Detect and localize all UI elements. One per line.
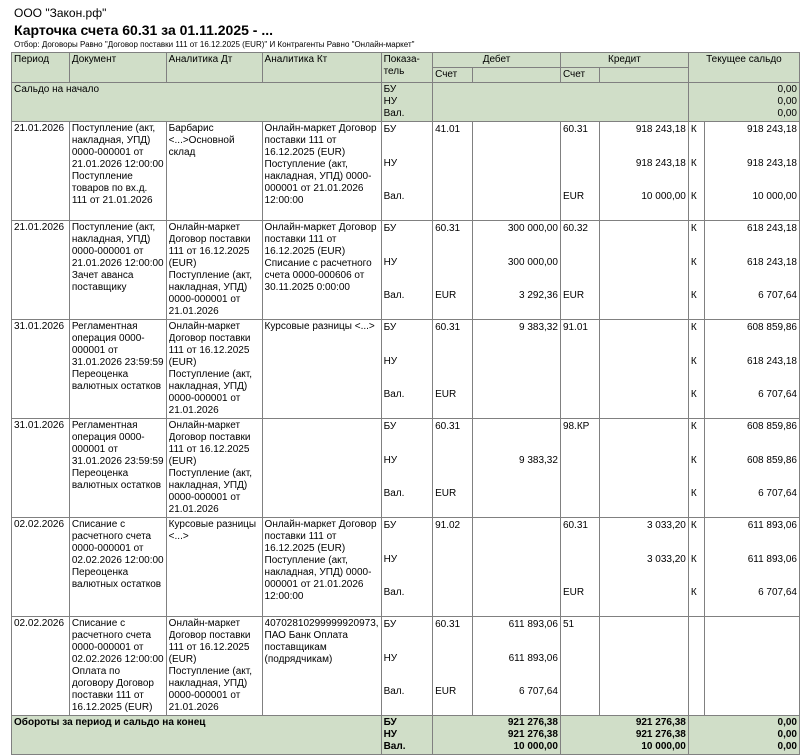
totals-row — [12, 716, 800, 755]
row-dt-sums — [472, 122, 560, 221]
header-indicator: Показа-тель — [381, 53, 433, 83]
row-analytics-kt: Онлайн-маркет Договор поставки 111 от 16.12.2025 (EUR) Поступление (акт, накладная, УПД) 0000-000001 от 21.01.2026 12:00:00 — [262, 518, 381, 617]
row-analytics-kt: Онлайн-маркет Договор поставки 111 от 16.12.2025 (EUR) Списание с расчетного счета 0000-000606 от 30.11.2025 0:00:00 — [262, 221, 381, 320]
opening-val-value: 0,00 — [777, 108, 797, 119]
row-indicators: БУ НУ Вал. — [381, 122, 433, 221]
table-row — [12, 221, 800, 320]
opening-indicators — [381, 83, 433, 122]
table-row — [12, 320, 800, 419]
row-period: 02.02.2026 — [12, 617, 70, 716]
row-analytics-kt: Курсовые разницы <...> — [262, 320, 381, 419]
row-dt-account: 60.31 EUR — [433, 221, 472, 320]
row-document: Списание с расчетного счета 0000-000001 от 02.02.2026 12:00:00 Переоценка валютных остатков — [69, 518, 166, 617]
filter-line: Отбор: Договоры Равно "Договор поставки 111 от 16.12.2025 (EUR)" И Контрагенты Равно "Онлайн-маркет" — [14, 40, 415, 49]
row-analytics-kt: Онлайн-маркет Договор поставки 111 от 16.12.2025 (EUR) Поступление (акт, накладная, УПД) 0000-000001 от 21.01.2026 12:00:00 — [262, 122, 381, 221]
row-analytics-dt: Онлайн-маркет Договор поставки 111 от 16.12.2025 (EUR) Поступление (акт, накладная, УПД) 0000-000001 от 21.01.2026 — [166, 320, 262, 419]
table-row — [12, 419, 800, 518]
header-credit: Кредит — [560, 53, 688, 68]
row-document: Поступление (акт, накладная, УПД) 0000-000001 от 21.01.2026 12:00:00 Зачет аванса поставщику — [69, 221, 166, 320]
row-kt-account: 60.31 EUR — [560, 518, 599, 617]
header-debit: Дебет — [433, 53, 561, 68]
totals-label: Обороты за период и сальдо на конец — [12, 716, 382, 755]
table-row — [12, 122, 800, 221]
row-analytics-kt: 40702810299999920973, ПАО Банк Оплата поставщикам (подрядчикам) — [262, 617, 381, 716]
row-period: 31.01.2026 — [12, 320, 70, 419]
row-kt-account: 60.32 EUR — [560, 221, 599, 320]
account-card-table — [11, 52, 800, 755]
header-debit-account: Счет — [433, 68, 472, 83]
row-analytics-dt: Онлайн-маркет Договор поставки 111 от 16.12.2025 (EUR) Поступление (акт, накладная, УПД) 0000-000001 от 21.01.2026 — [166, 221, 262, 320]
header-analytics-dt: Аналитика Дт — [166, 53, 262, 83]
table-row — [12, 617, 800, 716]
row-kt-sums — [600, 221, 688, 320]
organization-name: ООО "Закон.рф" — [14, 6, 107, 20]
row-dt-account: 60.31 EUR — [433, 617, 472, 716]
row-analytics-dt: Онлайн-маркет Договор поставки 111 от 16.12.2025 (EUR) Поступление (акт, накладная, УПД) 0000-000001 от 21.01.2026 — [166, 419, 262, 518]
header-debit-sum — [472, 68, 560, 83]
row-period: 21.01.2026 — [12, 122, 70, 221]
row-balance-values: 608 859,86 618 243,18 6 707,64 — [704, 320, 799, 419]
row-balance-values — [704, 617, 799, 716]
row-kt-sums: 3 033,20 3 033,20 — [600, 518, 688, 617]
row-balance-values: 608 859,86 608 859,86 6 707,64 — [704, 419, 799, 518]
row-document: Поступление (акт, накладная, УПД) 0000-000001 от 21.01.2026 12:00:00 Поступление товаров по вх.д. 111 от 21.01.2026 — [69, 122, 166, 221]
header-current-balance: Текущее сальдо — [688, 53, 799, 83]
row-balance-type: К К К — [688, 221, 704, 320]
table-row — [12, 518, 800, 617]
row-balance-type: К К К — [688, 419, 704, 518]
row-balance-values: 918 243,18 918 243,18 10 000,00 — [704, 122, 799, 221]
row-balance-type — [688, 617, 704, 716]
row-document: Регламентная операция 0000-000001 от 31.01.2026 23:59:59 Переоценка валютных остатков — [69, 419, 166, 518]
row-kt-sums — [600, 320, 688, 419]
row-analytics-kt — [262, 419, 381, 518]
row-dt-sums: 300 000,00 300 000,00 3 292,36 — [472, 221, 560, 320]
row-dt-account: 60.31 EUR — [433, 419, 472, 518]
report-title: Карточка счета 60.31 за 01.11.2025 - ... — [14, 22, 274, 38]
opening-balance-values — [688, 83, 799, 122]
row-dt-sums: 9 383,32 — [472, 320, 560, 419]
totals-indicators: БУ НУ Вал. — [381, 716, 433, 755]
row-dt-account: 91.02 — [433, 518, 472, 617]
row-indicators: БУ НУ Вал. — [381, 221, 433, 320]
header-analytics-kt: Аналитика Кт — [262, 53, 381, 83]
row-kt-sums — [600, 419, 688, 518]
row-period: 02.02.2026 — [12, 518, 70, 617]
row-kt-account: 51 — [560, 617, 599, 716]
row-dt-sums: 9 383,32 — [472, 419, 560, 518]
row-document: Списание с расчетного счета 0000-000001 от 02.02.2026 12:00:00 Оплата по договору Договор поставки 111 от 16.12.2025 (EUR) — [69, 617, 166, 716]
row-analytics-dt: Курсовые разницы <...> — [166, 518, 262, 617]
row-kt-account: 60.31 EUR — [560, 122, 599, 221]
row-kt-sums: 918 243,18 918 243,18 10 000,00 — [600, 122, 688, 221]
row-dt-sums: 611 893,06 611 893,06 6 707,64 — [472, 617, 560, 716]
opening-balance-label: Сальдо на начало — [12, 83, 382, 122]
opening-ind-bu: БУ — [383, 84, 397, 95]
row-dt-sums — [472, 518, 560, 617]
row-dt-account: 41.01 — [433, 122, 472, 221]
row-indicators: БУ НУ Вал. — [381, 617, 433, 716]
row-analytics-dt: Онлайн-маркет Договор поставки 111 от 16.12.2025 (EUR) Поступление (акт, накладная, УПД) 0000-000001 от 21.01.2026 — [166, 617, 262, 716]
opening-ind-val: Вал. — [383, 108, 405, 119]
header-document: Документ — [69, 53, 166, 83]
row-dt-account: 60.31 EUR — [433, 320, 472, 419]
row-indicators: БУ НУ Вал. — [381, 419, 433, 518]
opening-bu-value: 0,00 — [777, 84, 797, 95]
opening-ind-nu: НУ — [383, 96, 398, 107]
row-kt-sums — [600, 617, 688, 716]
row-document: Регламентная операция 0000-000001 от 31.01.2026 23:59:59 Переоценка валютных остатков — [69, 320, 166, 419]
row-indicators: БУ НУ Вал. — [381, 518, 433, 617]
row-kt-account: 91.01 — [560, 320, 599, 419]
row-analytics-dt: Барбарис <...>Основной склад — [166, 122, 262, 221]
totals-balance: 0,00 0,00 0,00 — [688, 716, 799, 755]
totals-credit: 921 276,38 921 276,38 10 000,00 — [560, 716, 688, 755]
row-balance-type: К К К — [688, 518, 704, 617]
row-period: 21.01.2026 — [12, 221, 70, 320]
opening-nu-value: 0,00 — [777, 96, 797, 107]
totals-debit: 921 276,38 921 276,38 10 000,00 — [433, 716, 561, 755]
row-balance-values: 611 893,06 611 893,06 6 707,64 — [704, 518, 799, 617]
row-balance-values: 618 243,18 618 243,18 6 707,64 — [704, 221, 799, 320]
header-credit-sum — [600, 68, 688, 83]
row-indicators: БУ НУ Вал. — [381, 320, 433, 419]
header-credit-account: Счет — [560, 68, 599, 83]
row-balance-type: К К К — [688, 122, 704, 221]
header-period: Период — [12, 53, 70, 83]
row-balance-type: К К К — [688, 320, 704, 419]
row-kt-account: 98.КР — [560, 419, 599, 518]
row-period: 31.01.2026 — [12, 419, 70, 518]
